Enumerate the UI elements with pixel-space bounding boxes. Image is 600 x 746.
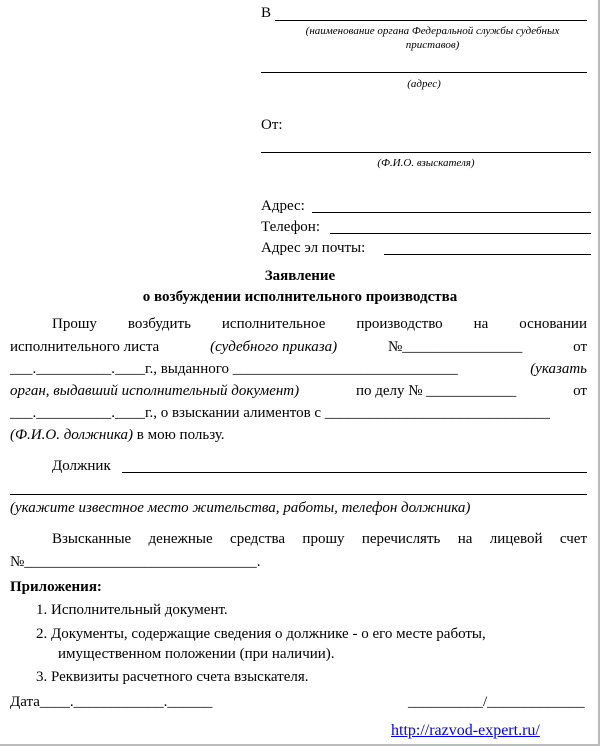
body-line-3 bbox=[10, 360, 587, 378]
body-l4-a: орган, выдавший исполнительный документ) bbox=[10, 383, 300, 399]
body-l4-c: от bbox=[573, 383, 587, 399]
attachment-item-2-cont: имущественном положении (при наличии). bbox=[58, 646, 335, 662]
transfer-line-1: Взысканные денежные средства прошу перечислять на лицевой счет bbox=[52, 531, 587, 547]
signature-field: __________/_____________ bbox=[408, 694, 585, 710]
fio-caption: (Ф.И.О. взыскателя) bbox=[377, 157, 475, 169]
body-l2-c: №________________ bbox=[387, 339, 523, 355]
body-l4-b: по делу № ____________ bbox=[355, 383, 517, 399]
body-l3-a: ___.__________.____г., выданного ______________________________ bbox=[10, 361, 458, 377]
email-label: Адрес эл почты: bbox=[261, 240, 366, 256]
body-l2-d: от bbox=[573, 339, 587, 355]
address-line bbox=[261, 72, 587, 73]
org-line bbox=[275, 20, 587, 21]
address-label: Адрес: bbox=[261, 198, 305, 214]
attachments-heading: Приложения: bbox=[10, 579, 102, 595]
body-l3-b: (указать bbox=[530, 361, 587, 377]
attachment-item-3: 3. Реквизиты расчетного счета взыскателя. bbox=[36, 669, 309, 685]
body-l2-a: исполнительного листа bbox=[10, 339, 160, 355]
body-line-4 bbox=[10, 382, 587, 400]
email-field-line bbox=[384, 254, 591, 255]
transfer-line-2: №_______________________________. bbox=[10, 554, 261, 570]
phone-field-line bbox=[330, 233, 591, 234]
body-line-6 bbox=[10, 426, 225, 444]
attachment-item-2: 2. Документы, содержащие сведения о должнике - о его месте работы, bbox=[36, 626, 486, 642]
debtor-line-1 bbox=[122, 472, 587, 473]
to-label: В bbox=[261, 5, 272, 21]
date-field: Дата____.____________.______ bbox=[10, 694, 213, 710]
document-title: Заявление bbox=[264, 268, 336, 284]
body-l2-b: (судебного приказа) bbox=[210, 339, 338, 355]
document-subtitle: о возбуждении исполнительного производства bbox=[142, 289, 458, 305]
debtor-caption: (укажите известное место жительства, работы, телефон должника) bbox=[10, 500, 471, 516]
from-label: От: bbox=[261, 117, 283, 133]
body-line-5: ___.__________.____г., о взыскании алиментов с ______________________________ bbox=[10, 405, 550, 421]
fio-line bbox=[261, 152, 591, 153]
body-l6-a: (Ф.И.О. должника) bbox=[10, 427, 134, 443]
address-caption: (адрес) bbox=[407, 78, 441, 90]
body-l6-b: в мою пользу. bbox=[136, 427, 225, 443]
source-link[interactable]: http://razvod-expert.ru/ bbox=[391, 722, 540, 739]
debtor-line-2 bbox=[10, 494, 587, 495]
debtor-label: Должник bbox=[52, 458, 111, 474]
body-line-1: Прошу возбудить исполнительное производство на основании bbox=[52, 316, 587, 332]
attachment-item-1: 1. Исполнительный документ. bbox=[36, 602, 228, 618]
org-caption: (наименование органа Федеральной службы судебных приставов) bbox=[305, 25, 560, 51]
phone-label: Телефон: bbox=[261, 219, 320, 235]
body-line-2 bbox=[10, 338, 587, 356]
address-field-line bbox=[312, 212, 591, 213]
